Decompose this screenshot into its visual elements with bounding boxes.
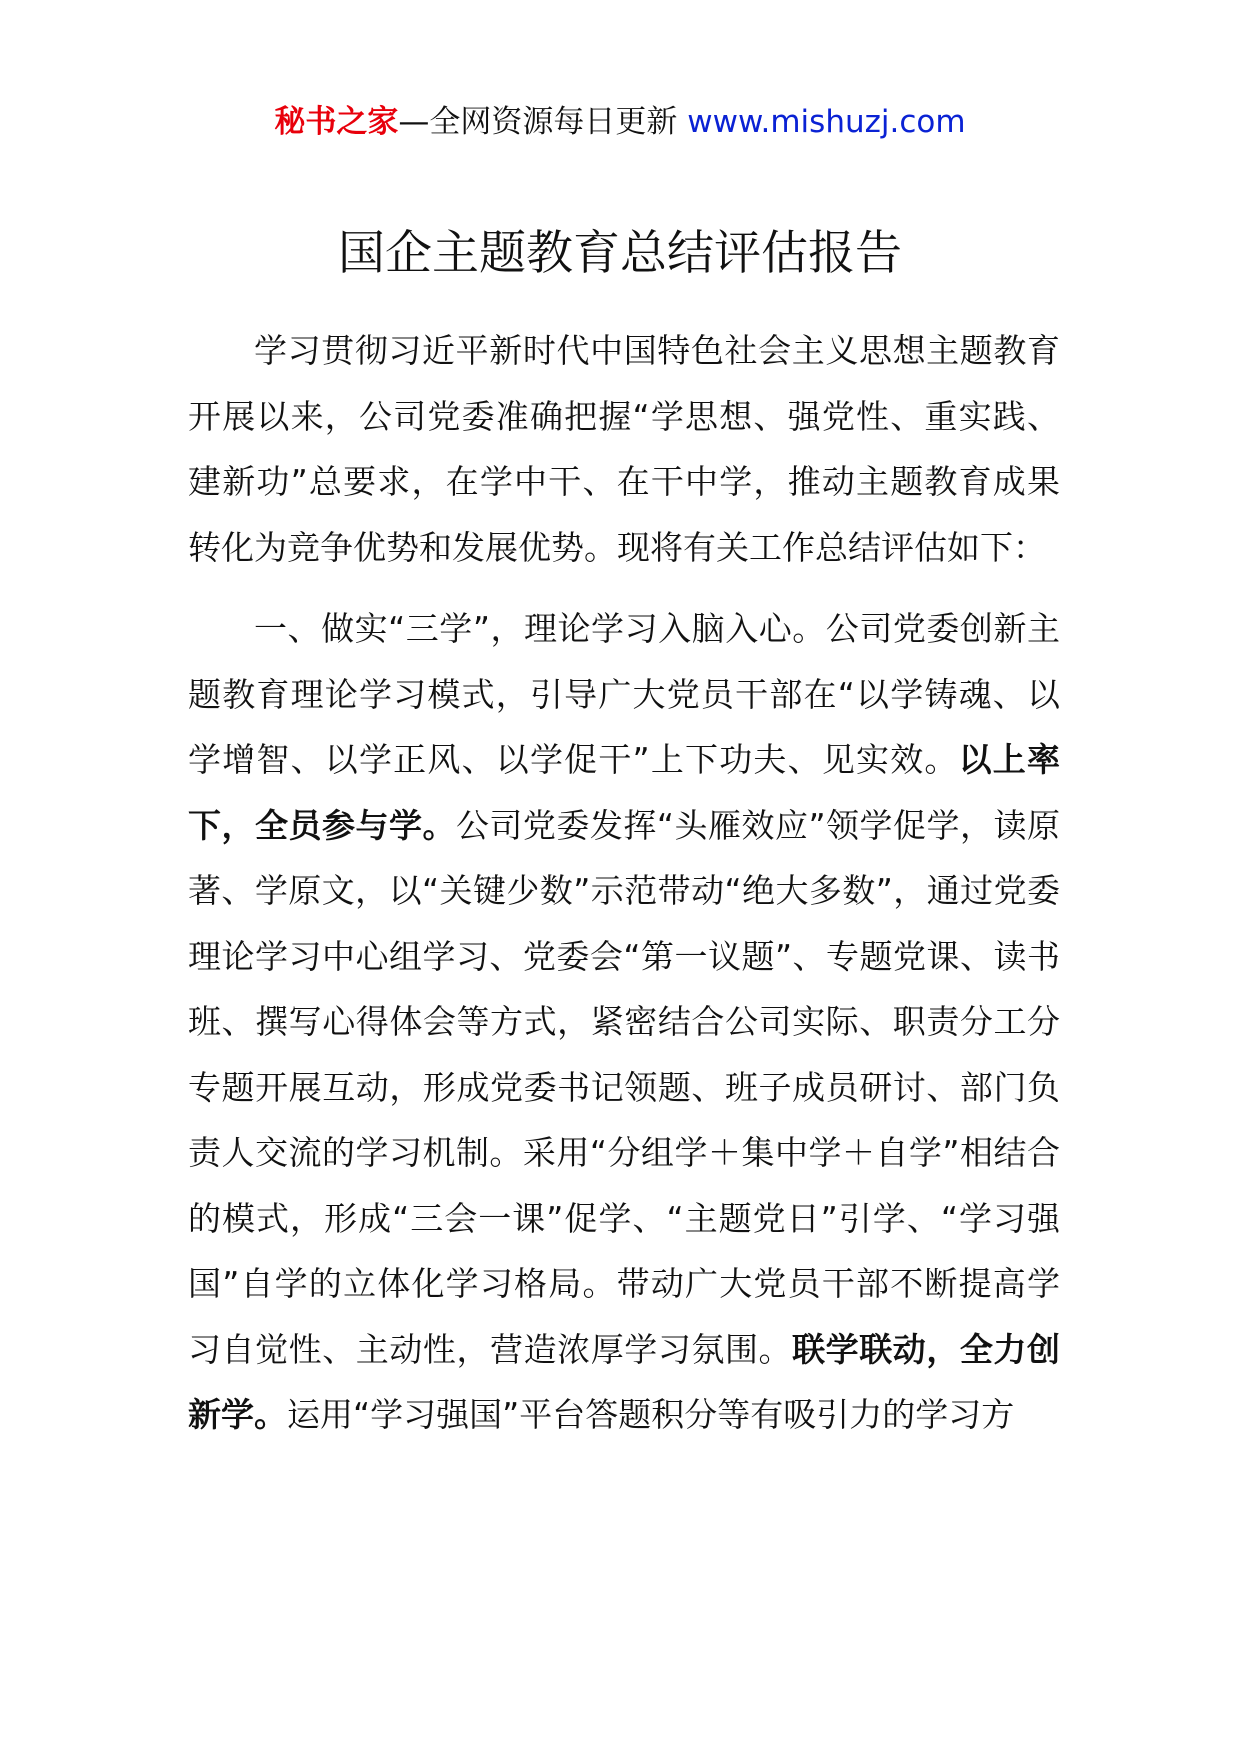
- document-title: 国企主题教育总结评估报告: [338, 226, 902, 281]
- site-brand: 秘书之家: [274, 104, 399, 140]
- section-one-text: 公司党委创新主题教育理论学习模式，引导广大党员干部在“以学铸魂、以学增智、以学正风、以学促干”上下功夫、见实效。: [188, 609, 1060, 779]
- section-one-heading: 一、做实“三学”，理论学习入脑入心。: [254, 609, 826, 648]
- site-slogan: —全网资源每日更新: [398, 104, 678, 140]
- site-url-link[interactable]: www.mishuzj.com: [687, 104, 966, 140]
- bold-point-one: 以上率下，全员参与学。: [188, 740, 1061, 845]
- site-header: [0, 100, 1240, 144]
- point-two-text: 运用“学习强国”平台答题积分等有吸引力的学习方: [287, 1395, 1015, 1434]
- point-one-text: 公司党委发挥“头雁效应”领学促学，读原著、学原文，以“关键少数”示范带动“绝大多数”，通过党委理论学习中心组学习、党委会“第一议题”、专题党课、读书班、撰写心得体会等方式，紧密结合公司实际、职责分工分专题开展互动，形成党委书记领题、班子成员研讨、部门负责人交流的学习机制。采用“分组学＋集中学＋自学”相结合的模式，形成“三会一课”促学、“主题党日”引学、“学习强国”自学的立体化学习格局。带动广大党员干部不断提高学习自觉性、主动性，营造浓厚学习氛围。: [188, 805, 1060, 1369]
- bold-point-two: 联学联动，全力创新学。: [188, 1329, 1061, 1434]
- document-body: [188, 318, 1060, 1448]
- intro-paragraph: 学习贯彻习近平新时代中国特色社会主义思想主题教育开展以来，公司党委准确把握“学思想、强党性、重实践、建新功”总要求，在学中干、在干中学，推动主题教育成果转化为竞争优势和发展优势。现将有关工作总结评估如下：: [188, 331, 1060, 567]
- section-one-paragraph: [188, 596, 1060, 1448]
